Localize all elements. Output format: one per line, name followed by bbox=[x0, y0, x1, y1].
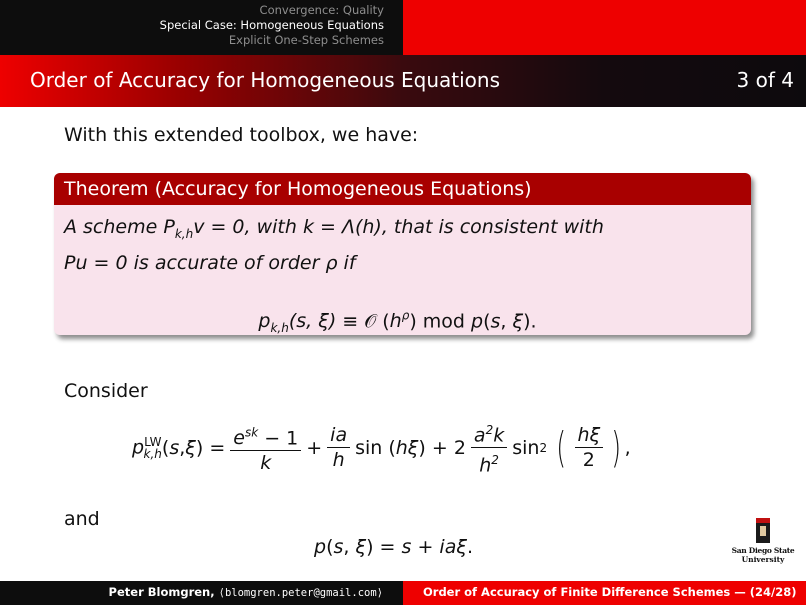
consider-text: Consider bbox=[64, 380, 148, 402]
footer-talk-panel bbox=[403, 581, 806, 605]
theorem-body bbox=[54, 205, 751, 335]
section-link-homogeneous[interactable]: Special Case: Homogeneous Equations bbox=[159, 18, 384, 32]
top-red-panel bbox=[403, 0, 806, 55]
footer-author: Peter Blomgren, bbox=[108, 585, 215, 599]
theorem-line-2: Pu = 0 is accurate of order ρ if bbox=[64, 251, 356, 274]
sdsu-logo bbox=[727, 518, 799, 568]
frame-counter: 3 of 4 bbox=[736, 68, 794, 92]
intro-text: With this extended toolbox, we have: bbox=[64, 124, 419, 146]
footer-author-panel bbox=[0, 581, 403, 605]
logo-line-2: University bbox=[741, 555, 785, 564]
frame-title-bar bbox=[0, 55, 806, 107]
section-nav-panel bbox=[0, 0, 403, 55]
footer-bar bbox=[0, 581, 806, 605]
symbol-equation: p(s, ξ) = s + iaξ. bbox=[314, 536, 473, 558]
logo-line-1: San Diego State bbox=[731, 546, 795, 555]
frame-title: Order of Accuracy for Homogeneous Equations bbox=[30, 68, 501, 92]
section-link-convergence[interactable]: Convergence: Quality bbox=[259, 3, 384, 17]
and-text: and bbox=[64, 508, 100, 530]
section-link-explicit[interactable]: Explicit One-Step Schemes bbox=[228, 33, 384, 47]
theorem-title: Theorem (Accuracy for Homogeneous Equations) bbox=[54, 173, 751, 205]
footer-email[interactable]: ⟨blomgren.peter@gmail.com⟩ bbox=[218, 587, 383, 599]
theorem-block bbox=[54, 173, 751, 335]
sdsu-shield-icon bbox=[756, 518, 770, 543]
theorem-line-1: A scheme $P_{k,h}v = 0$, with k = Λ(h), that is consistent with bbox=[64, 216, 604, 241]
footer-talk-title[interactable]: Order of Accuracy of Finite Difference Schemes — (24/28) bbox=[423, 585, 797, 599]
lax-wendroff-equation: $p^{LW}_{k,h}$ ( s , ξ ) = $\frac{e^{sk} - 1}{k}$ + $\frac{ia}{h}$ sin ( hξ ) + 2 $\frac{a^2k}{h^2}$ sin 2 ( $\frac{h\xi}{2}$ ) , bbox=[132, 418, 631, 478]
section-list bbox=[160, 3, 384, 48]
top-navigation-bar bbox=[0, 0, 806, 55]
theorem-equation: $p_{k,h}(s$, ξ) ≡ 𝒪 $(h^\rho)$ mod p(s, ξ). bbox=[258, 308, 537, 335]
